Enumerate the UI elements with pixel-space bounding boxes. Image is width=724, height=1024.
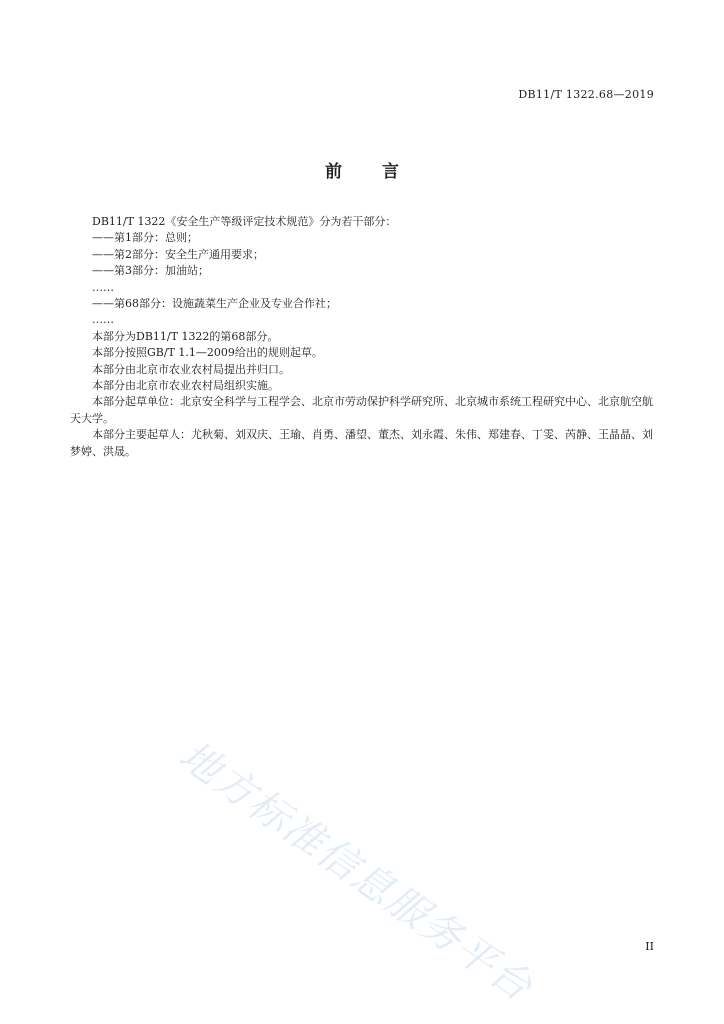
title-char-2: 言 (382, 162, 399, 182)
watermark: 地方标准信息服务平台 (170, 732, 542, 1012)
ellipsis-2: …… (92, 313, 114, 327)
paragraph-drafters: 本部分主要起草人：尤秋菊、刘双庆、王瑜、肖勇、潘望、董杰、刘永霞、朱伟、郑建春、丁雯、芮静、王晶晶、刘梦婷、洪晟。 (70, 428, 653, 458)
paragraph-drafting-units: 本部分起草单位：北京安全科学与工程学会、北京市劳动保护科学研究所、北京城市系统工程研究中心、北京航空航天大学。 (70, 395, 653, 425)
standard-code: DB11/T 1322.68—2019 (518, 88, 654, 101)
paragraph-drafting-rules: 本部分按照GB/T 1.1—2009给出的规则起草。 (92, 346, 323, 360)
list-item-part-68: ——第68部分：设施蔬菜生产企业及专业合作社； (92, 297, 337, 311)
paragraph-part-statement: 本部分为DB11/T 1322的第68部分。 (92, 329, 279, 343)
list-item-part-3: ——第3部分：加油站； (92, 264, 209, 278)
paragraph-proposed-by: 本部分由北京市农业农村局提出并归口。 (92, 362, 290, 376)
list-item-part-1: ——第1部分：总则； (92, 231, 198, 245)
list-item-part-2: ——第2部分：安全生产通用要求； (92, 247, 264, 261)
page-number: II (645, 940, 654, 953)
paragraph-implemented-by: 本部分由北京市农业农村局组织实施。 (92, 379, 279, 393)
ellipsis-1: …… (92, 280, 114, 294)
title-char-1: 前 (325, 162, 342, 182)
paragraph-intro: DB11/T 1322《安全生产等级评定技术规范》分为若干部分： (92, 215, 397, 228)
page-title (0, 157, 724, 182)
foreword-body (70, 214, 655, 460)
